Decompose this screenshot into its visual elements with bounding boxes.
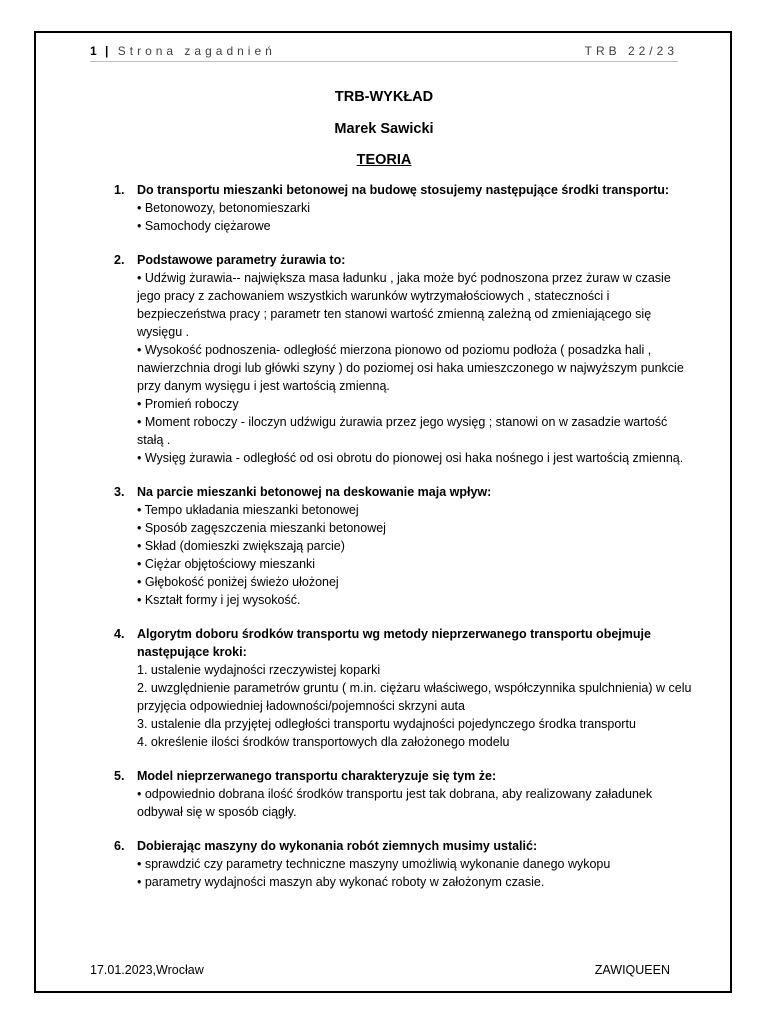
answer-line: • Betonowozy, betonomieszarki [137, 201, 310, 215]
author-name: Marek Sawicki [334, 121, 434, 137]
question-2 [114, 251, 692, 467]
content-body [114, 181, 692, 907]
header-rule [90, 61, 678, 62]
answer-line: 3. ustalenie dla przyjętej odległości transportu wydajności pojedynczego środka transportu [137, 717, 636, 731]
header-left [90, 44, 276, 58]
answer-line: 4. określenie ilości środków transportowych dla założonego modelu [137, 735, 510, 749]
answer-line: • Sposób zagęszczenia mieszanki betonowej [137, 521, 386, 535]
answer-line: • sprawdzić czy parametry techniczne maszyny umożliwią wykonanie danego wykopu [137, 857, 611, 871]
answer-line: • Skład (domieszki zwiększają parcie) [137, 539, 345, 553]
question-number: 1. [114, 183, 125, 197]
footer-author-tag: ZAWIQUEEN [594, 963, 670, 977]
question-text: Dobierając maszyny do wykonania robót ziemnych musimy ustalić: [137, 839, 538, 853]
header-right-text: TRB 22/23 [584, 44, 678, 58]
question-3 [114, 483, 692, 609]
answer-line: • Głębokość poniżej świeżo ułożonej [137, 575, 339, 589]
answer-line: • odpowiednio dobrana ilość środków transportu jest tak dobrana, aby realizowany załadunek odbywał się w sposób ciągły. [137, 787, 653, 819]
answer-line: • Samochody ciężarowe [137, 219, 271, 233]
question-number: 2. [114, 253, 125, 267]
answer-line: • Udźwig żurawia-- największa masa ładunku , jaka może być podnoszona przez żuraw w czasie jego pracy z zachowaniem wszystkich warunków wytrzymałościowych , stateczności i bezpieczeństwa pracy ; parametr ten stanowi wartość zmienną zależną od zmieniającego się wysięgu . [137, 271, 671, 339]
question-1 [114, 181, 692, 235]
page-number: 1 [90, 44, 98, 58]
question-text: Na parcie mieszanki betonowej na deskowanie maja wpływ: [137, 485, 492, 499]
question-5 [114, 767, 692, 821]
answer-line: • parametry wydajności maszyn aby wykonać roboty w założonym czasie. [137, 875, 545, 889]
question-text: Podstawowe parametry żurawia to: [137, 253, 346, 267]
question-text: Algorytm doboru środków transportu wg metody nieprzerwanego transportu obejmuje następujące kroki: [137, 627, 651, 659]
header-section-title: Strona zagadnień [117, 44, 276, 58]
document-title: TRB-WYKŁAD [334, 89, 434, 105]
question-number: 4. [114, 627, 125, 641]
section-heading: TEORIA [356, 152, 412, 168]
question-number: 5. [114, 769, 125, 783]
question-number: 6. [114, 839, 125, 853]
answer-line: 2. uwzględnienie parametrów gruntu ( m.in. ciężaru właściwego, współczynnika spulchnienia) w celu przyjęcia odpowiedniej ładowności/pojemności skrzyni auta [137, 681, 692, 713]
footer-date-place: 17.01.2023,Wrocław [90, 963, 204, 977]
answer-line: • Tempo układania mieszanki betonowej [137, 503, 359, 517]
question-text: Model nieprzerwanego transportu charakteryzuje się tym że: [137, 769, 497, 783]
question-number: 3. [114, 485, 125, 499]
page-header [90, 42, 678, 62]
header-separator: | [105, 44, 111, 58]
question-6 [114, 837, 692, 891]
question-text: Do transportu mieszanki betonowej na budowę stosujemy następujące środki transportu: [137, 183, 670, 197]
question-4 [114, 625, 692, 751]
answer-line: • Promień roboczy [137, 397, 239, 411]
answer-line: • Wysięg żurawia - odległość od osi obrotu do pionowej osi haka nośnego i jest wartością zmienną. [137, 451, 684, 465]
answer-line: • Moment roboczy - iloczyn udźwigu żurawia przez jego wysięg ; stanowi on w zasadzie wartość stałą . [137, 415, 668, 447]
answer-line: • Wysokość podnoszenia- odległość mierzona pionowo od poziomu podłoża ( posadzka hali , nawierzchnia drogi lub główki szyny ) do poziomej osi haka umieszczonego w najwyższym punkcie przy danym wysięgu i jest wartością zmienną. [137, 343, 684, 393]
answer-line: 1. ustalenie wydajności rzeczywistej koparki [137, 663, 381, 677]
answer-line: • Kształt formy i jej wysokość. [137, 593, 301, 607]
answer-line: • Ciężar objętościowy mieszanki [137, 557, 316, 571]
